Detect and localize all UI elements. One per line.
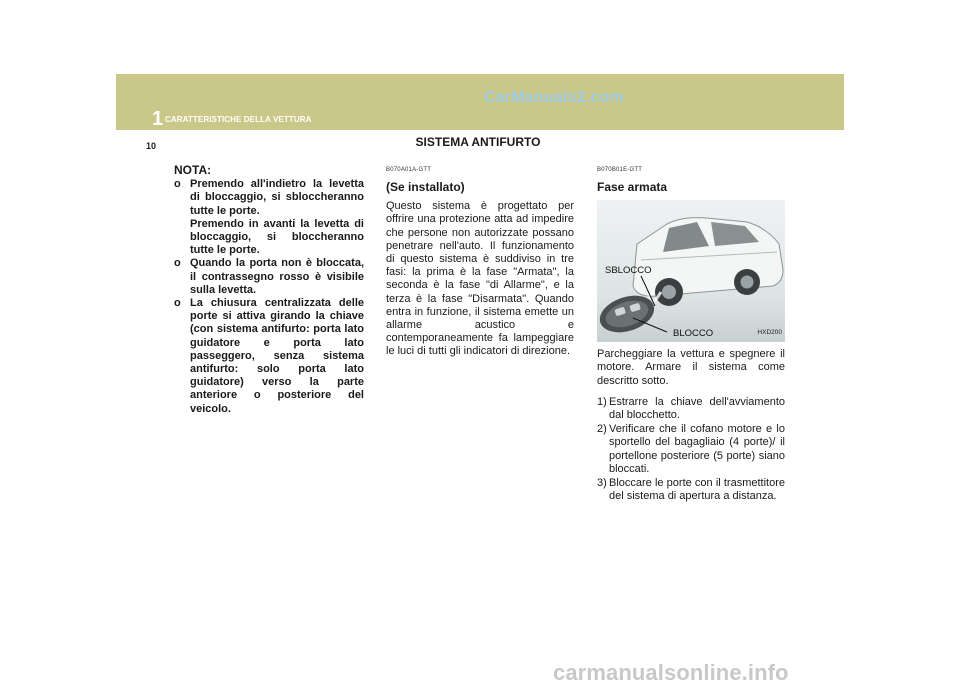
bullet-marker: o (174, 297, 181, 310)
list-item (597, 423, 785, 476)
section-code: B070A01A-GTT (386, 167, 432, 173)
nota-list (174, 178, 364, 416)
list-item (174, 257, 364, 297)
intro-paragraph: Questo sistema è progettato per offrire una protezione atta ad impedire che persone non autorizzate possano penetrare nell'auto. Il funzionamento di questo sistema è suddiviso in tre fasi: la prima è la fase "Armata", la seconda è la fase "di Allarme", e la terza è la fase "Disarmata". Quando entra in funzione, il sistema emette un allarme acustico e contemporaneamente fa lampeggiare le luci di tutti gli indicatori di direzione. (386, 200, 574, 358)
nota-title: NOTA: (174, 163, 212, 177)
step-number: 3) (597, 477, 607, 490)
section-heading: Fase armata (597, 180, 668, 195)
step-text: Bloccare le porte con il trasmettitore del sistema di apertura a distanza. (609, 477, 785, 503)
list-item-text: Quando la porta non è bloccata, il contrassegno rosso è visibile sulla levetta. (190, 257, 364, 296)
footer-watermark-link[interactable]: carmanualsonline.info (553, 660, 789, 685)
list-item (174, 178, 364, 257)
remote-key-figure (597, 200, 785, 342)
step-number: 2) (597, 423, 607, 436)
chapter-title: CARATTERISTICHE DELLA VETTURA (165, 115, 312, 124)
figure-code: HXD200 (757, 329, 782, 336)
step-text: Estrarre la chiave dell'avviamento dal blocchetto. (609, 395, 785, 422)
list-item (597, 477, 785, 503)
section-title: SISTEMA ANTIFURTO (380, 130, 576, 156)
bullet-marker: o (174, 257, 181, 270)
list-item-text: La chiusura centralizzata delle porte si attiva girando la chiave (con sistema antifurto: porta lato guidatore e porta lato passeggero, senza sistema antifurto: solo porta lato guidatore) verso la parte anteriore o posteriore del veicolo. (190, 297, 364, 415)
list-item-subtext: Premendo in avanti la levetta di bloccaggio, si bloccheranno tutte le porte. (190, 217, 364, 257)
step-text: Verificare che il cofano motore e lo sportello del bagagliaio (4 porte)/ il portellone posteriore (5 porte) siano bloccati. (609, 423, 785, 475)
armed-intro-paragraph: Parcheggiare la vettura e spegnere il motore. Armare il sistema come descritto sotto. (597, 348, 785, 387)
list-item-text: Premendo all'indietro la levetta di bloccaggio, si sbloccheranno tutte le porte. (190, 178, 364, 217)
step-number: 1) (597, 395, 607, 408)
lock-label: BLOCCO (673, 328, 714, 340)
section-code: B070B01E-GTT (597, 167, 643, 173)
list-item (174, 297, 364, 416)
intro-column (386, 164, 574, 359)
chapter-number: 1 (152, 108, 164, 130)
unlock-label: SBLOCCO (605, 265, 652, 277)
list-item (597, 396, 785, 422)
armed-phase-column (597, 164, 785, 503)
nota-column (174, 164, 364, 416)
section-heading: (Se installato) (386, 180, 465, 195)
bullet-marker: o (174, 178, 181, 191)
watermark-link[interactable]: CarManuals2.com (484, 89, 624, 106)
page-number: 10 (139, 138, 163, 155)
steps-list (597, 396, 785, 504)
